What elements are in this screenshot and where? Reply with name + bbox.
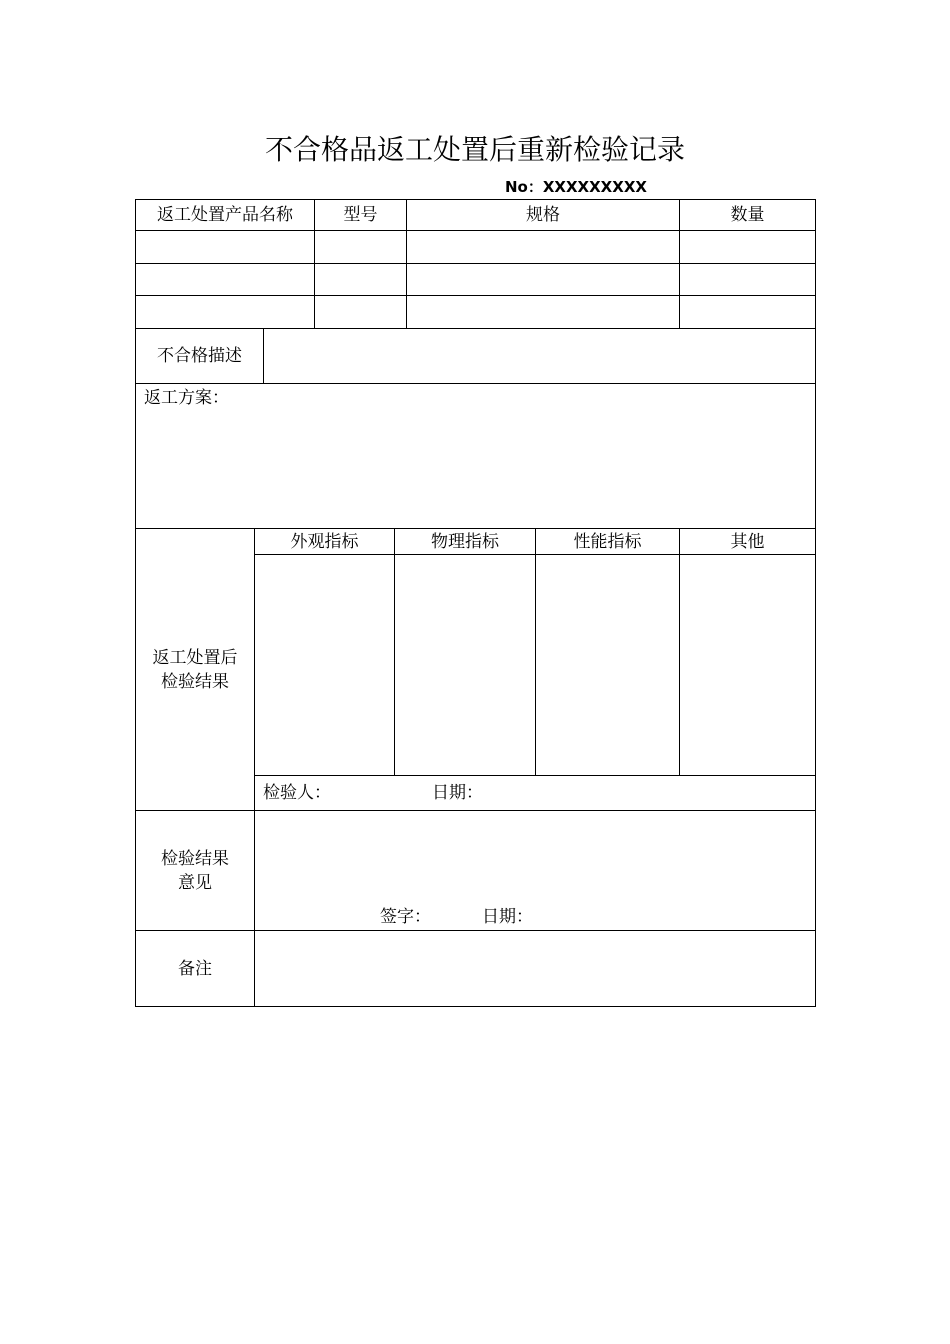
remarks-label: 备注 [178,958,212,979]
appearance-result-field[interactable] [255,555,394,775]
model-field-3[interactable] [315,296,406,328]
other-result-field[interactable] [680,555,815,775]
spec-field-1[interactable] [407,231,679,263]
recheck-label-line1: 返工处置后 [152,647,238,668]
inspector-label: 检验人： [263,783,331,803]
product-name-field-1[interactable] [136,231,314,263]
opinion-date-label: 日期： [482,907,533,927]
opinion-section-label [136,811,254,930]
performance-result-field[interactable] [536,555,679,775]
rework-plan-field[interactable] [136,412,815,528]
recheck-section-label [136,529,254,810]
col-other: 其他 [730,531,765,552]
spec-field-2[interactable] [407,264,679,295]
rework-plan-label: 返工方案： [144,388,229,408]
nonconformity-field[interactable] [264,329,815,383]
document-number: No：XXXXXXXXX [505,178,647,196]
table-rule [135,383,816,384]
opinion-field[interactable] [255,811,815,901]
quantity-field-3[interactable] [680,296,815,328]
recheck-label-line2: 检验结果 [161,671,229,692]
header-model: 型号 [343,205,378,225]
quantity-field-2[interactable] [680,264,815,295]
physical-result-field[interactable] [395,555,535,775]
model-field-1[interactable] [315,231,406,263]
nonconformity-label: 不合格描述 [157,346,242,366]
table-border-right [815,199,816,1007]
signature-label: 签字： [380,907,431,927]
header-quantity: 数量 [730,205,765,225]
form-title: 不合格品返工处置后重新检验记录 [264,133,685,166]
opinion-label-line1: 检验结果 [161,848,229,869]
header-spec: 规格 [526,205,560,225]
product-name-field-2[interactable] [136,264,314,295]
col-performance: 性能指标 [573,531,642,552]
table-border-bottom [135,1006,816,1007]
inspection-date-label: 日期： [432,783,483,803]
opinion-label-line2: 意见 [178,872,212,893]
model-field-2[interactable] [315,264,406,295]
spec-field-3[interactable] [407,296,679,328]
col-physical: 物理指标 [431,531,499,552]
product-name-field-3[interactable] [136,296,314,328]
col-appearance: 外观指标 [290,531,359,552]
quantity-field-1[interactable] [680,231,815,263]
remarks-field[interactable] [255,931,815,1006]
header-product-name: 返工处置产品名称 [157,205,293,225]
